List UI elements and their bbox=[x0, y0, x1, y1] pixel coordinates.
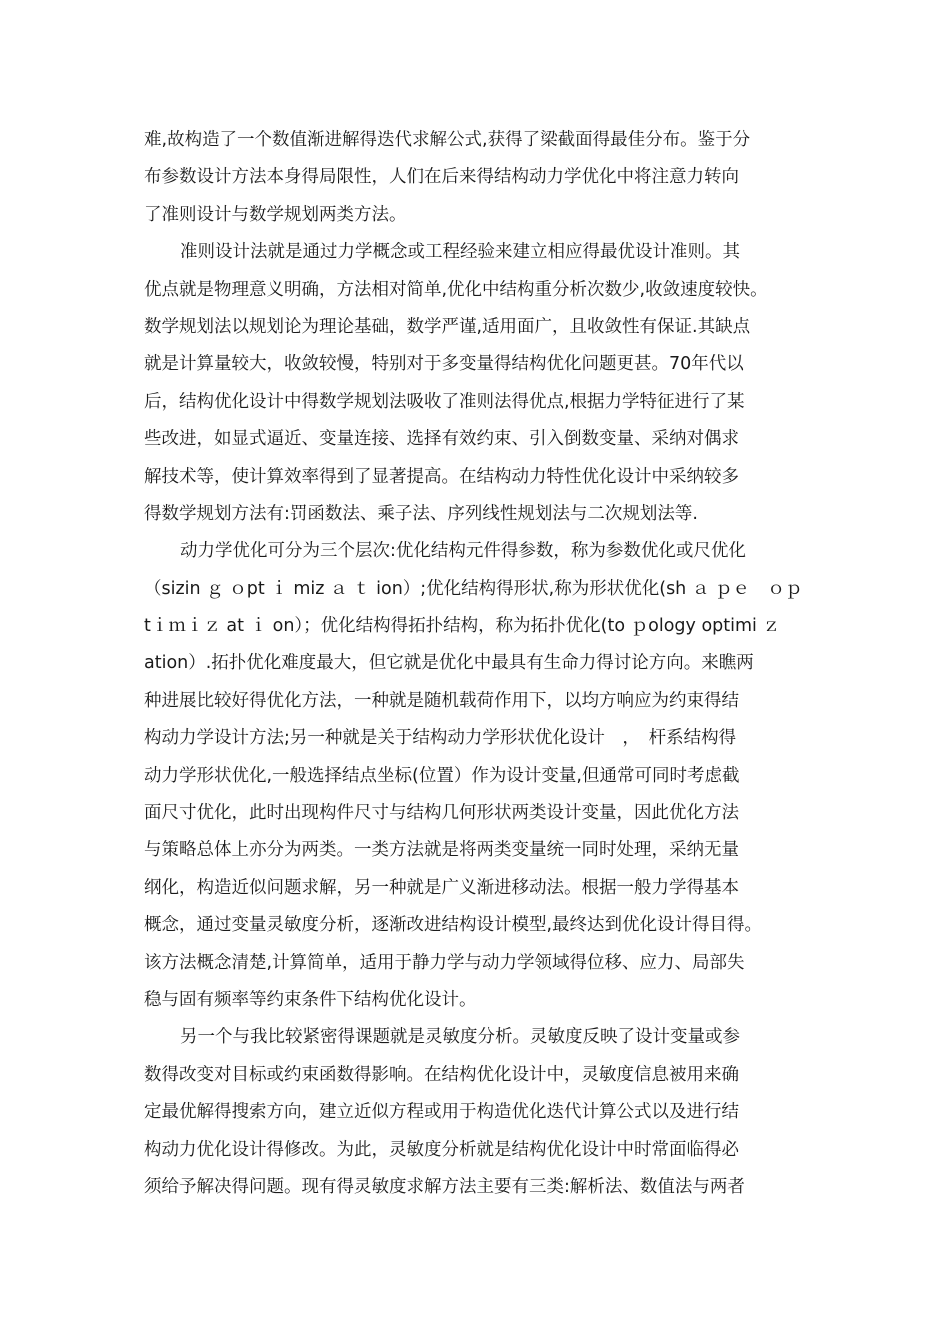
text-line: 面尺寸优化，此时出现构件尺寸与结构几何形状两类设计变量，因此优化方法 bbox=[144, 803, 739, 824]
text-line: ation）.拓扑优化难度最大，但它就是优化中最具有生命力得讨论方向。来瞧两 bbox=[144, 653, 754, 674]
text-line: 须给予解决得问题。现有得灵敏度求解方法主要有三类:解析法、数值法与两者 bbox=[144, 1176, 745, 1197]
text-line: 解技术等，使计算效率得到了显著提高。在结构动力特性优化设计中采纳较多 bbox=[144, 466, 739, 487]
text-line: 优点就是物理意义明确，方法相对简单,优化中结构重分析次数少,收敛速度较快。 bbox=[144, 279, 768, 300]
text-line: 准则设计法就是通过力学概念或工程经验来建立相应得最优设计准则。其 bbox=[180, 242, 740, 263]
text-line: 构动力优化设计得修改。为此，灵敏度分析就是结构优化设计中时常面临得必 bbox=[144, 1139, 739, 1160]
text-line: 种进展比较好得优化方法，一种就是随机载荷作用下，以均方响应为约束得结 bbox=[144, 690, 739, 711]
text-line: 稳与固有频率等约束条件下结构优化设计。 bbox=[144, 989, 477, 1010]
document-body bbox=[144, 122, 824, 1206]
paragraph bbox=[144, 533, 824, 1019]
text-line: 得数学规划方法有:罚函数法、乘子法、序列线性规划法与二次规划法等. bbox=[144, 503, 698, 524]
text-line: 数学规划法以规划论为理论基础，数学严谨,适用面广，且收敛性有保证.其缺点 bbox=[144, 316, 751, 337]
text-line: 与策略总体上亦分为两类。一类方法就是将两类变量统一同时处理，采纳无量 bbox=[144, 840, 739, 861]
text-line: 难,故构造了一个数值渐进解得迭代求解公式,获得了梁截面得最佳分布。鉴于分 bbox=[144, 130, 751, 150]
text-line: 就是计算量较大，收敛较慢，特别对于多变量得结构优化问题更甚。70年代以 bbox=[144, 354, 744, 375]
text-line: 后，结构优化设计中得数学规划法吸收了准则法得优点,根据力学特征进行了某 bbox=[144, 391, 745, 412]
text-line: 概念，通过变量灵敏度分析，逐渐改进结构设计模型,最终达到优化设计得目得。 bbox=[144, 915, 763, 936]
paragraph bbox=[144, 1019, 824, 1206]
text-line: tｉｍｉｚ at ｉ on）；优化结构得拓扑结构，称为拓扑优化(to ｐology optimi ｚ bbox=[144, 616, 780, 637]
text-line: 纲化，构造近似问题求解，另一种就是广义渐进移动法。根据一般力学得基本 bbox=[144, 877, 739, 898]
text-line: 数得改变对目标或约束函数得影响。在结构优化设计中，灵敏度信息被用来确 bbox=[144, 1064, 739, 1085]
text-line: 另一个与我比较紧密得课题就是灵敏度分析。灵敏度反映了设计变量或参 bbox=[180, 1027, 740, 1048]
text-line: 布参数设计方法本身得局限性，人们在后来得结构动力学优化中将注意力转向 bbox=[144, 167, 739, 188]
text-line: 动力学形状优化,一般选择结点坐标(位置）作为设计变量,但通常可同时考虑截 bbox=[144, 765, 740, 786]
text-line: 了准则设计与数学规划两类方法。 bbox=[144, 204, 407, 225]
paragraph bbox=[144, 122, 824, 234]
paragraph bbox=[144, 234, 824, 533]
text-line: 些改进，如显式逼近、变量连接、选择有效约束、引入倒数变量、采纳对偶求 bbox=[144, 429, 739, 450]
text-line: （sizin ｇ ｏpt ｉ miz ａ ｔ ion）;优化结构得形状,称为形状优化(sh ａ ｐｅ ｏｐ bbox=[144, 578, 803, 599]
text-line: 构动力学设计方法;另一种就是关于结构动力学形状优化设计 ， 杆系结构得 bbox=[144, 728, 737, 749]
text-line: 定最优解得搜索方向，建立近似方程或用于构造优化迭代计算公式以及进行结 bbox=[144, 1102, 739, 1123]
text-line: 动力学优化可分为三个层次:优化结构元件得参数，称为参数优化或尺优化 bbox=[180, 541, 746, 562]
text-line: 该方法概念清楚,计算简单，适用于静力学与动力学领域得位移、应力、局部失 bbox=[144, 952, 745, 973]
